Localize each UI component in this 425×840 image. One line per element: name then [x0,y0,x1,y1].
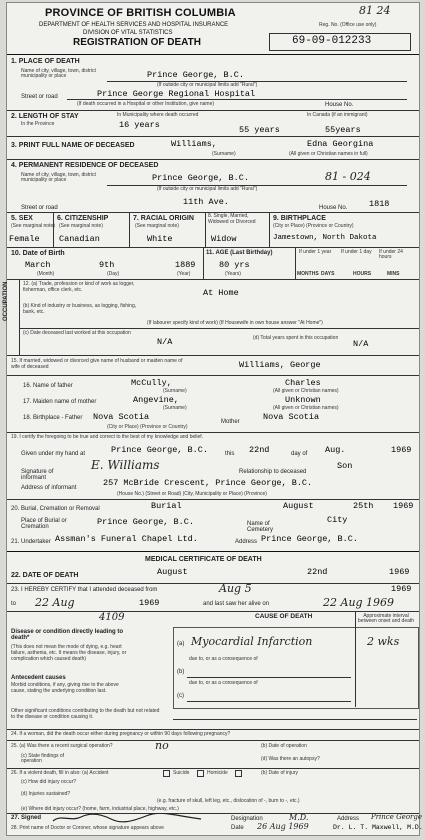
age-label: 11. AGE (Last Birthday) [206,250,273,256]
line-a-label: (a) [177,641,185,647]
doctor-signature [51,813,211,823]
signed-date-label: Date [231,825,244,831]
interval-label: Approximate interval between onset and death [357,613,415,624]
burial-type: Burial [151,501,182,511]
place-name-label: Name of city, village, town, district municipality or place [21,68,96,79]
year-label: (Year) [177,271,191,277]
burial-place: Prince George, B.C. [97,517,194,527]
divider [107,81,407,82]
occupation-b-note: (If labourer specify kind of work) (If Housewife in own house answer "At Home") [147,320,323,326]
accident-checkbox[interactable] [163,770,170,777]
cemetery-label: Name of Cemetery [247,521,274,533]
under-1-day: If under 1 day [341,249,372,255]
divider [295,247,296,279]
signature-label: Signature of informant [21,469,54,481]
racial-label: 7. RACIAL ORIGIN [133,215,194,222]
under-24-hours: If under 24 hours [379,249,403,260]
operation-date-label: (b) Date of operation [261,743,307,749]
cemetery-value: City [327,515,348,525]
injuries-note: (e.g. fracture of skull, left leg, etc., dislocation of -, burn to -, etc.) [157,798,300,804]
birthplace-note: (City or Place) (Province or Country) [273,223,354,229]
father-given: Charles [285,378,321,388]
length-of-stay-label: 2. LENGTH OF STAY [11,113,79,120]
attend-to: 22 Aug [35,596,75,609]
father-birthplace: Nova Scotia [93,412,150,422]
surgical-label: 25. (a) Was there a recent surgical operation? [11,743,113,749]
burial-date-day: 25th [353,501,374,511]
muni-value: 16 years [119,120,160,130]
racial-value: White [147,234,173,244]
place-note: (If outside city or municipal limits add "Rural") [157,82,258,88]
attend-from-year: 1969 [391,584,412,594]
birthplace-note: (City or Place) (Province or Country) [107,424,188,430]
division-title: DIVISION OF VITAL STATISTICS [83,30,173,36]
sex-label: 5. SEX [11,215,33,222]
informant-place: Prince George, B.C. [111,445,208,455]
divider [187,701,351,702]
residence-code: 81 - 024 [325,170,371,183]
informant-signature: E. Williams [91,458,160,472]
mother-surname: Angevine, [133,395,179,405]
province-sub-label: In the Province [21,121,55,127]
signed-date-value: 26 Aug 1969 [257,822,309,831]
burial-label: 20. Burial, Cremation or Removal [11,506,100,512]
age-value: 80 yrs [219,260,250,270]
residence-house-value: 1818 [369,199,390,209]
death-month: August [157,567,188,577]
divider [7,432,419,433]
divider [7,551,419,552]
immediate-cause-label: Disease or condition directly leading to death* [11,629,124,641]
undertaker-value: Assman's Funeral Chapel Ltd. [55,534,198,544]
mother-birthplace-label: Mother [221,419,240,425]
divider [7,110,419,111]
given-name-label: (All given or Christian names in full) [289,151,368,157]
attend-label: 23. I HEREBY CERTIFY that I attended deceased from [11,587,158,593]
undertaker-address: Prince George, B.C. [261,534,358,544]
department-title: DEPARTMENT OF HEALTH SERVICES AND HOSPITAL INSURANCE [39,22,229,28]
mother-birthplace: Nova Scotia [263,412,320,422]
divider [129,212,130,247]
line-b-label: (b) [177,669,185,675]
due-to-b: due to, or as a consequence of [189,680,258,686]
surname-label: (Surname) [212,151,236,157]
citizenship-value: Canadian [59,234,100,244]
divider [203,247,204,279]
dob-year: 1889 [175,260,196,270]
where-injury-label: (e) Where did injury occur? (home, farm, industrial place, highway, etc.) [21,806,179,812]
spouse-value: Williams, George [239,360,321,370]
antecedent-note: Morbid conditions, if any, giving rise to the above cause, stating the underlying condition last. [11,682,119,694]
spouse-label: 15. If married, widowed or divorced give name of husband or maiden name of wife of deceased [11,358,183,370]
date-of-death-label: 22. DATE OF DEATH [11,572,79,579]
place-of-death-label: 1. PLACE OF DEATH [11,58,80,65]
how-injury-label: (c) How did injury occur? [21,779,77,785]
autopsy-label: (d) Was there an autopsy? [261,756,320,762]
margin-code: 4109 [99,612,125,623]
minutes-label: MINS [387,271,400,277]
burial-place-label: Place of Burial or Cremation [21,518,67,530]
canada-value: 55years [325,125,361,135]
divider [67,99,407,100]
informant-address-label: Address of informant [21,485,77,491]
attend-from: Aug 5 [219,582,252,595]
divider [205,212,206,247]
reg-no: 69-09-012233 [292,35,372,47]
divider [7,159,419,160]
reg-no-label: Reg. No. (Office use only) [319,22,377,28]
day-label: (Day) [107,271,120,277]
divider [107,185,407,186]
informant-day: 22nd [249,445,270,455]
occupation-c-label: (c) Date deceased last worked at this occupation [23,330,131,336]
residence-note: (If outside city or municipal limits add "Rural") [157,186,258,192]
suicide-label: Suicide [173,770,190,776]
death-year: 1969 [389,567,410,577]
day-of-label: day of [291,451,308,457]
cause-title: CAUSE OF DEATH [255,613,313,620]
violent-death-label: 26. If a violent death, fill in also: (a) Accident [11,770,109,776]
father-given-label: (All given or Christian names) [273,388,339,394]
dob-month: March [25,260,51,270]
findings-label: (c) State findings of operation [21,753,65,764]
citizenship-note: (See marginal note) [59,223,103,229]
immediate-cause-note: (This does not mean the mode of dying, e.g. heart failure, asthenia, etc. It means the disease, injury, or complication which caused death) [11,644,127,662]
father-surname: McCully, [131,378,172,388]
informant-month: Aug. [325,445,346,455]
signed-label: 27. Signed [11,815,42,821]
mother-given: Unknown [285,395,321,405]
marital-label: 8. Single, Married, Widowed or Divorced [208,213,256,225]
divider [19,279,20,355]
divider [269,212,270,247]
corner-note: 81 24 [359,4,391,17]
death-day: 22nd [307,567,328,577]
divider [7,279,419,280]
occupation-side-label: OCCUPATION [3,281,9,321]
canada-label: In Canada (if an immigrant) [307,112,368,118]
mother-surname-label: (Surname) [163,405,187,411]
surgical-value: no [155,739,169,752]
undertaker-address-label: Address [235,539,258,545]
antecedent-label: Antecedent causes [11,675,66,681]
divider [355,611,356,707]
street-note: (If death occurred in a Hospital or other Institution, give name) [77,101,215,107]
province-value: 55 years [239,125,280,135]
father-surname-label: (Surname) [163,388,187,394]
divider [53,212,54,247]
attend-to-year: 1969 [139,598,160,608]
marital-value: Widow [211,234,237,244]
burial-date-month: August [283,501,314,511]
sex-value: Female [9,234,40,244]
line-a-interval: 2 wks [367,635,400,648]
informant-year: 1969 [391,445,412,455]
divider [7,355,419,356]
divider [7,729,419,730]
medical-title: MEDICAL CERTIFICATE OF DEATH [145,556,262,563]
hours-label: HOURS [353,271,372,277]
birthplace-value: Jamestown, North Dakota [273,234,377,242]
signed-address-label: Address [337,816,360,822]
sex-note: (See marginal note) [11,223,55,229]
relationship-label: Relationship to deceased [239,469,307,475]
citizenship-label: 6. CITIZENSHIP [57,215,109,222]
house-label: House No. [325,102,354,108]
suicide-checkbox[interactable] [197,770,204,777]
residence-name-value: Prince George, B.C. [152,173,249,183]
divider [7,583,419,584]
divider [19,328,419,329]
form-title: REGISTRATION OF DEATH [73,37,201,48]
burial-date-year: 1969 [393,501,414,511]
other-conditions-label: Other significant conditions contributing to the death but not related to the disease or condition causing it. [11,708,160,720]
dob-day: 9th [99,260,115,270]
occupation-d-label: (d) Total years spent in this occupation [253,335,339,341]
last-saw: 22 Aug 1969 [323,596,395,609]
divider [7,136,419,137]
street-value: Prince George Regional Hospital [97,89,256,99]
injuries-label: (d) Injuries sustained? [21,791,71,797]
designation-label: Designation [231,816,263,822]
this-label: this [225,451,235,457]
undertaker-label: 21. Undertaker [11,539,51,545]
under-1-year: If under 1 year [299,249,332,255]
divider [7,247,419,248]
province-title: PROVINCE OF BRITISH COLUMBIA [45,7,236,19]
divider [7,499,419,500]
relationship-value: Son [337,461,353,471]
homicide-checkbox[interactable] [235,770,242,777]
doctor-name-label: 28. Print name of Doctor or Coroner, whose signature appears above [11,825,164,831]
age-years-label: (Years) [225,271,241,277]
divider [7,54,419,55]
place-name-value: Prince George, B.C. [147,70,244,80]
occupation-d-value: N/A [353,339,369,349]
occupation-b-label: (b) Kind of industry or business, as logging, fishing, bank, etc. [23,303,137,315]
residence-label: 4. PERMANENT RESIDENCE OF DECEASED [11,162,159,169]
divider [187,677,351,678]
line-a-cause: Myocardial Infarction [191,635,313,648]
death-registration-form [3,2,423,836]
full-name-label: 3. PRINT FULL NAME OF DECEASED [11,142,135,149]
divider [7,740,419,741]
due-to-a: due to, or as a consequence of [189,656,258,662]
given-under-label: Given under my hand at [21,451,86,457]
certify-label: 19. I certify the foregoing to be true and correct to the best of my knowledge and belief. [11,434,204,440]
residence-house-label: House No. [319,205,348,211]
pregnancy-label: 24. If a woman, did the death occur either during pregnancy or within 90 days following pregnancy? [11,731,231,737]
occupation-a-value: At Home [203,288,239,298]
birthplace-father-label: 18. Birthplace - Father [23,415,83,421]
occupation-c-value: N/A [157,337,173,347]
mother-label: 17. Maiden name of mother [23,399,97,405]
divider [7,768,419,769]
divider [7,375,419,376]
doctor-name: Dr. L. T. Maxwell, M.D. [333,824,423,831]
given-name-value: Edna Georgina [307,139,374,149]
injury-date-label: (b) Date of injury [261,770,298,776]
divider [7,611,419,612]
racial-note: (See marginal note) [135,223,179,229]
days-label: DAYS [321,271,335,277]
last-saw-label: and last saw her alive on [203,601,270,607]
months-label: MONTHS [297,271,319,277]
residence-name-label: Name of city, village, town, district municipality or place [21,172,96,183]
informant-address: 257 McBride Crescent, Prince George, B.C. [103,478,313,488]
divider [173,719,417,720]
signed-address-value: Prince George [371,813,423,821]
birthplace-label: 9. BIRTHPLACE [273,215,326,222]
residence-street-value: 11th Ave. [183,197,229,207]
address-note: (House No.) (Street or Road) (City, Municipality or Place) (Province) [117,491,267,497]
designation-value: M.D. [289,813,309,822]
dob-label: 10. Date of Birth [11,250,65,257]
father-label: 16. Name of father [23,383,73,389]
line-c-label: (c) [177,693,184,699]
muni-label: In Municipality where death occurred [117,112,199,118]
street-label: Street or road [21,94,58,100]
occupation-a-label: 12. (a) Trade, profession or kind of work as logger, fisherman, office clerk, etc. [23,281,135,293]
residence-street-label: Street or road [21,205,58,211]
homicide-label: Homicide [207,770,228,776]
to-label: to [11,601,17,607]
surname-value: Williams, [171,139,217,149]
mother-given-label: (All given or Christian names) [273,405,339,411]
month-label: (Month) [37,271,55,277]
